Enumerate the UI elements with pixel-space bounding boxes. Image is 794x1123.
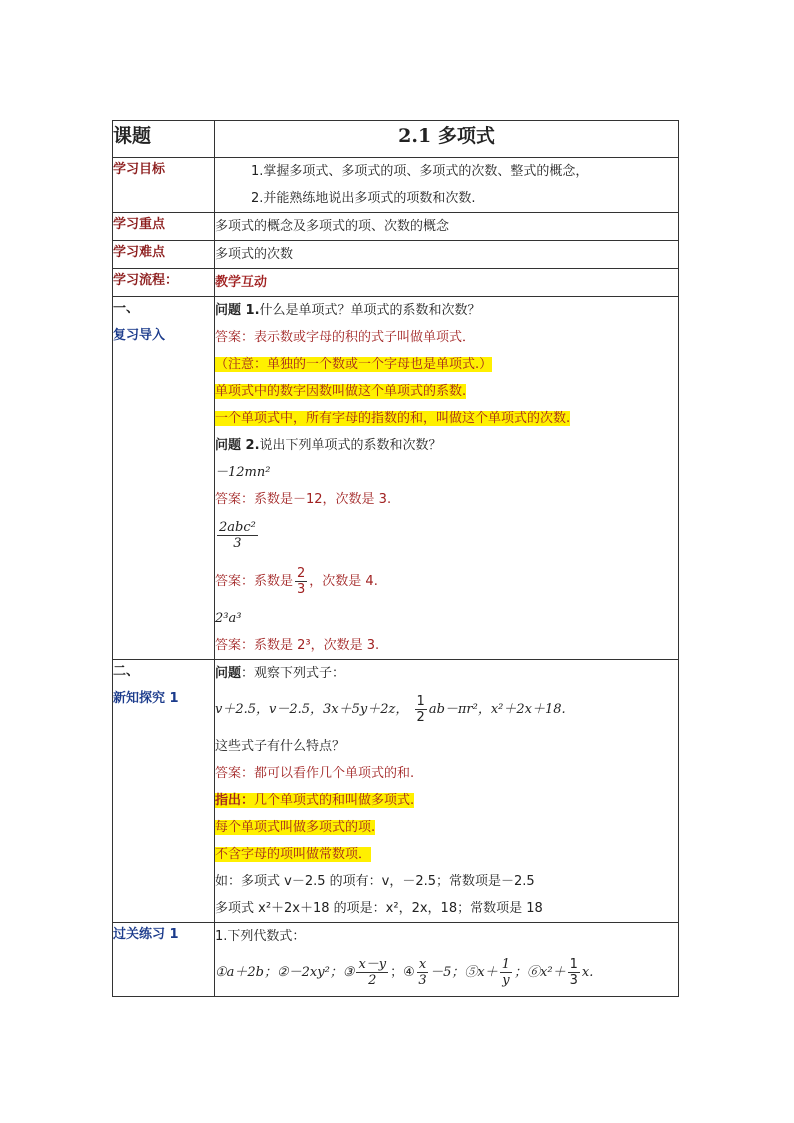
expr-1: －12mn² [215,465,271,480]
header-label: 课题 [113,121,215,158]
section1-label: 一、 复习导入 [113,297,215,660]
practice-intro: 1.下列代数式： [215,929,306,944]
goal-line-2: 2.并能熟练地说出多项式的项数和次数. [251,191,476,206]
difficulty-content: 多项式的次数 [215,241,679,269]
focus-content: 多项式的概念及多项式的项、次数的概念 [215,213,679,241]
lesson-plan-table [112,120,679,997]
note-1: （注意：单独的一个数或一个字母也是单项式.） [215,357,493,372]
question-1: 问题 1.什么是单项式？单项式的系数和次数？ [215,303,481,318]
answer-1: 答案：表示数或字母的积的式子叫做单项式． [215,330,476,345]
practice-expressions: ①a＋2b；②－2xy²；③ $\frac{x-y}{2}$ ；④ $\frac{x}{3}$ －5；⑤x＋ $\frac{1}{y}$ ；⑥x²＋ $\frac{1}{3}$ x. [215,957,594,988]
focus-label: 学习重点 [113,213,215,241]
question-features: 这些式子有什么特点？ [215,739,346,754]
question-observe: 问题：观察下列式子： [215,666,346,681]
expressions-list: v＋2.5，v－2.5，3x＋5y＋2z， $\frac{1}{2}$ ab－πr²，x²＋2x＋18. [215,694,566,725]
goal-line-1: 1.掌握多项式、多项式的项、多项式的次数、整式的概念， [251,164,589,179]
answer-expr-3: 答案：系数是 2³，次数是 3. [215,638,380,653]
point-definition: 指出：几个单项式的和叫做多项式. [215,793,415,808]
lesson-title: 2.1 多项式 [215,121,679,158]
answer-features: 答案：都可以看作几个单项式的和. [215,766,415,781]
goals-label: 学习目标 [113,158,215,213]
process-label: 学习流程： [113,269,215,297]
question-2: 问题 2.说出下列单项式的系数和次数？ [215,438,442,453]
practice-label: 过关练习 1 [113,923,215,997]
note-3: 一个单项式中，所有字母的指数的和，叫做这个单项式的次数. [215,411,571,426]
example-1: 如：多项式 v－2.5 的项有：v，－2.5；常数项是－2.5 [215,874,535,889]
note-2: 单项式中的数字因数叫做这个单项式的系数. [215,384,467,399]
section2-label: 二、 新知探究 1 [113,660,215,923]
example-2: 多项式 x²＋2x＋18 的项是：x²，2x，18；常数项是 18 [215,901,543,916]
answer-expr-2: 答案：系数是 $\frac{2}{3}$ ，次数是 4. [215,566,378,597]
answer-expr-1: 答案：系数是－12，次数是 3. [215,492,392,507]
point-term: 每个单项式叫做多项式的项. [215,820,376,835]
point-constant: 不含字母的项叫做常数项． [215,847,372,862]
section1-content [215,297,679,660]
section2-content [215,660,679,923]
process-content: 教学互动 [215,269,679,297]
goals-content [215,158,679,213]
practice-content [215,923,679,997]
expr-3: 2³a³ [215,611,242,626]
difficulty-label: 学习难点 [113,241,215,269]
expr-2: $\frac{\text{2abc²}}{3}$ [219,520,256,551]
